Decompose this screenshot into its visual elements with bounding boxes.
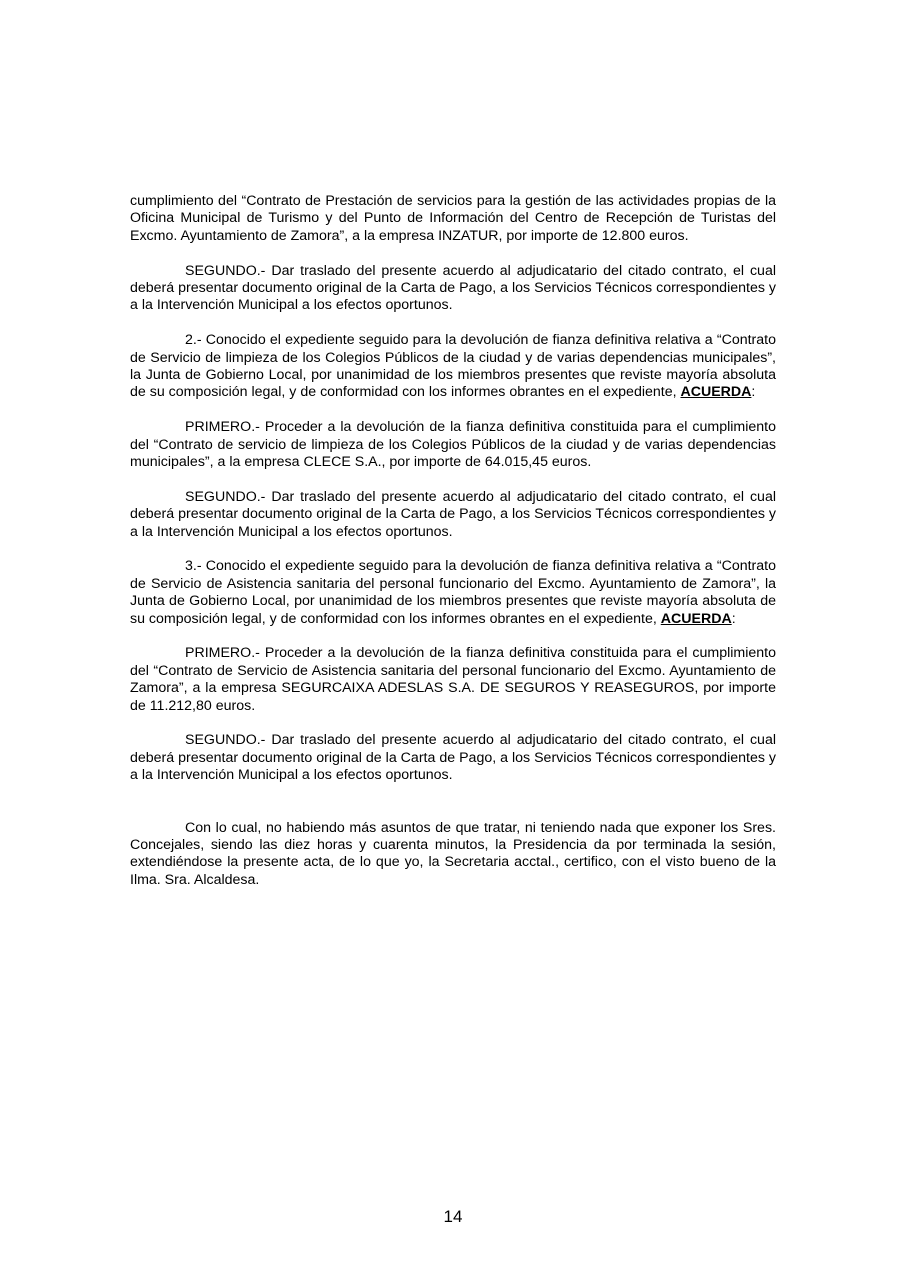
paragraph-item-2 — [130, 332, 776, 402]
acuerda-emphasis: ACUERDA — [680, 384, 752, 401]
paragraph-contract-turismo — [130, 193, 776, 245]
paragraph-text: SEGUNDO.- Dar traslado del presente acuerdo al adjudicatario del citado contrato, el cual deberá presentar documento original de la Carta de Pago, a los Servicios Técnicos correspondientes y a la Intervención Municipal a los efectos oportunos. — [130, 262, 776, 314]
paragraph-primero-2 — [130, 419, 776, 471]
paragraph-item-3 — [130, 558, 776, 628]
paragraph-text: SEGUNDO.- Dar traslado del presente acuerdo al adjudicatario del citado contrato, el cual deberá presentar documento original de la Carta de Pago, a los Servicios Técnicos correspondientes y a la Intervención Municipal a los efectos oportunos. — [130, 488, 776, 540]
document-body — [130, 193, 776, 907]
paragraph-closing — [130, 820, 776, 890]
paragraph-text: cumplimiento del “Contrato de Prestación de servicios para la gestión de las actividades propias de la Oficina Municipal de Turismo y del Punto de Información del Centro de Recepción de Turistas del Excmo. Ayuntamiento de Zamora”, a la empresa INZATUR, por importe de 12.800 euros. — [130, 193, 776, 244]
paragraph-text: PRIMERO.- Proceder a la devolución de la fianza definitiva constituida para el cumplimiento del “Contrato de servicio de limpieza de los Colegios Públicos de la ciudad y de varias dependencias municipales”, a la empresa CLECE S.A., por importe de 64.015,45 euros. — [130, 419, 776, 471]
paragraph-segundo-1 — [130, 263, 776, 315]
paragraph-segundo-2 — [130, 489, 776, 541]
paragraph-text: 3.- Conocido el expediente seguido para la devolución de fianza definitiva relativa a “Contrato de Servicio de Asistencia sanitaria del personal funcionario del Excmo. Ayuntamiento de Zamora”, la Junta de Gobierno Local, por unanimidad de los miembros presentes que reviste mayoría absoluta de su composición legal, y de conformidad con los informes obrantes en el expediente, — [130, 558, 776, 627]
paragraph-text: Con lo cual, no habiendo más asuntos de que tratar, ni teniendo nada que exponer los Sres. Concejales, siendo las diez horas y cuarenta minutos, la Presidencia da por terminada la sesión, extendiéndose la presente acta, de lo que yo, la Secretaria acctal., certifico, con el visto bueno de la Ilma. Sra. Alcaldesa. — [130, 819, 776, 888]
paragraph-tail: : — [731, 610, 736, 627]
paragraph-text: SEGUNDO.- Dar traslado del presente acuerdo al adjudicatario del citado contrato, el cual deberá presentar documento original de la Carta de Pago, a los Servicios Técnicos correspondientes y a la Intervención Municipal a los efectos oportunos. — [130, 732, 776, 784]
paragraph-text: PRIMERO.- Proceder a la devolución de la fianza definitiva constituida para el cumplimiento del “Contrato de Servicio de Asistencia sanitaria del personal funcionario del Excmo. Ayuntamiento de Zamora”, a la empresa SEGURCAIXA ADESLAS S.A. DE SEGUROS Y REASEGUROS, por importe de 11.212,80 euros. — [130, 645, 776, 714]
paragraph-primero-3 — [130, 645, 776, 715]
page-number: 14 — [443, 1207, 463, 1226]
acuerda-emphasis: ACUERDA — [660, 610, 732, 627]
paragraph-segundo-3 — [130, 732, 776, 784]
paragraph-text: 2.- Conocido el expediente seguido para la devolución de fianza definitiva relativa a “Contrato de Servicio de limpieza de los Colegios Públicos de la ciudad y de varias dependencias municipales”, la Junta de Gobierno Local, por unanimidad de los miembros presentes que reviste mayoría absoluta de su composición legal, y de conformidad con los informes obrantes en el expediente, — [130, 332, 776, 401]
paragraph-tail: : — [751, 384, 756, 401]
